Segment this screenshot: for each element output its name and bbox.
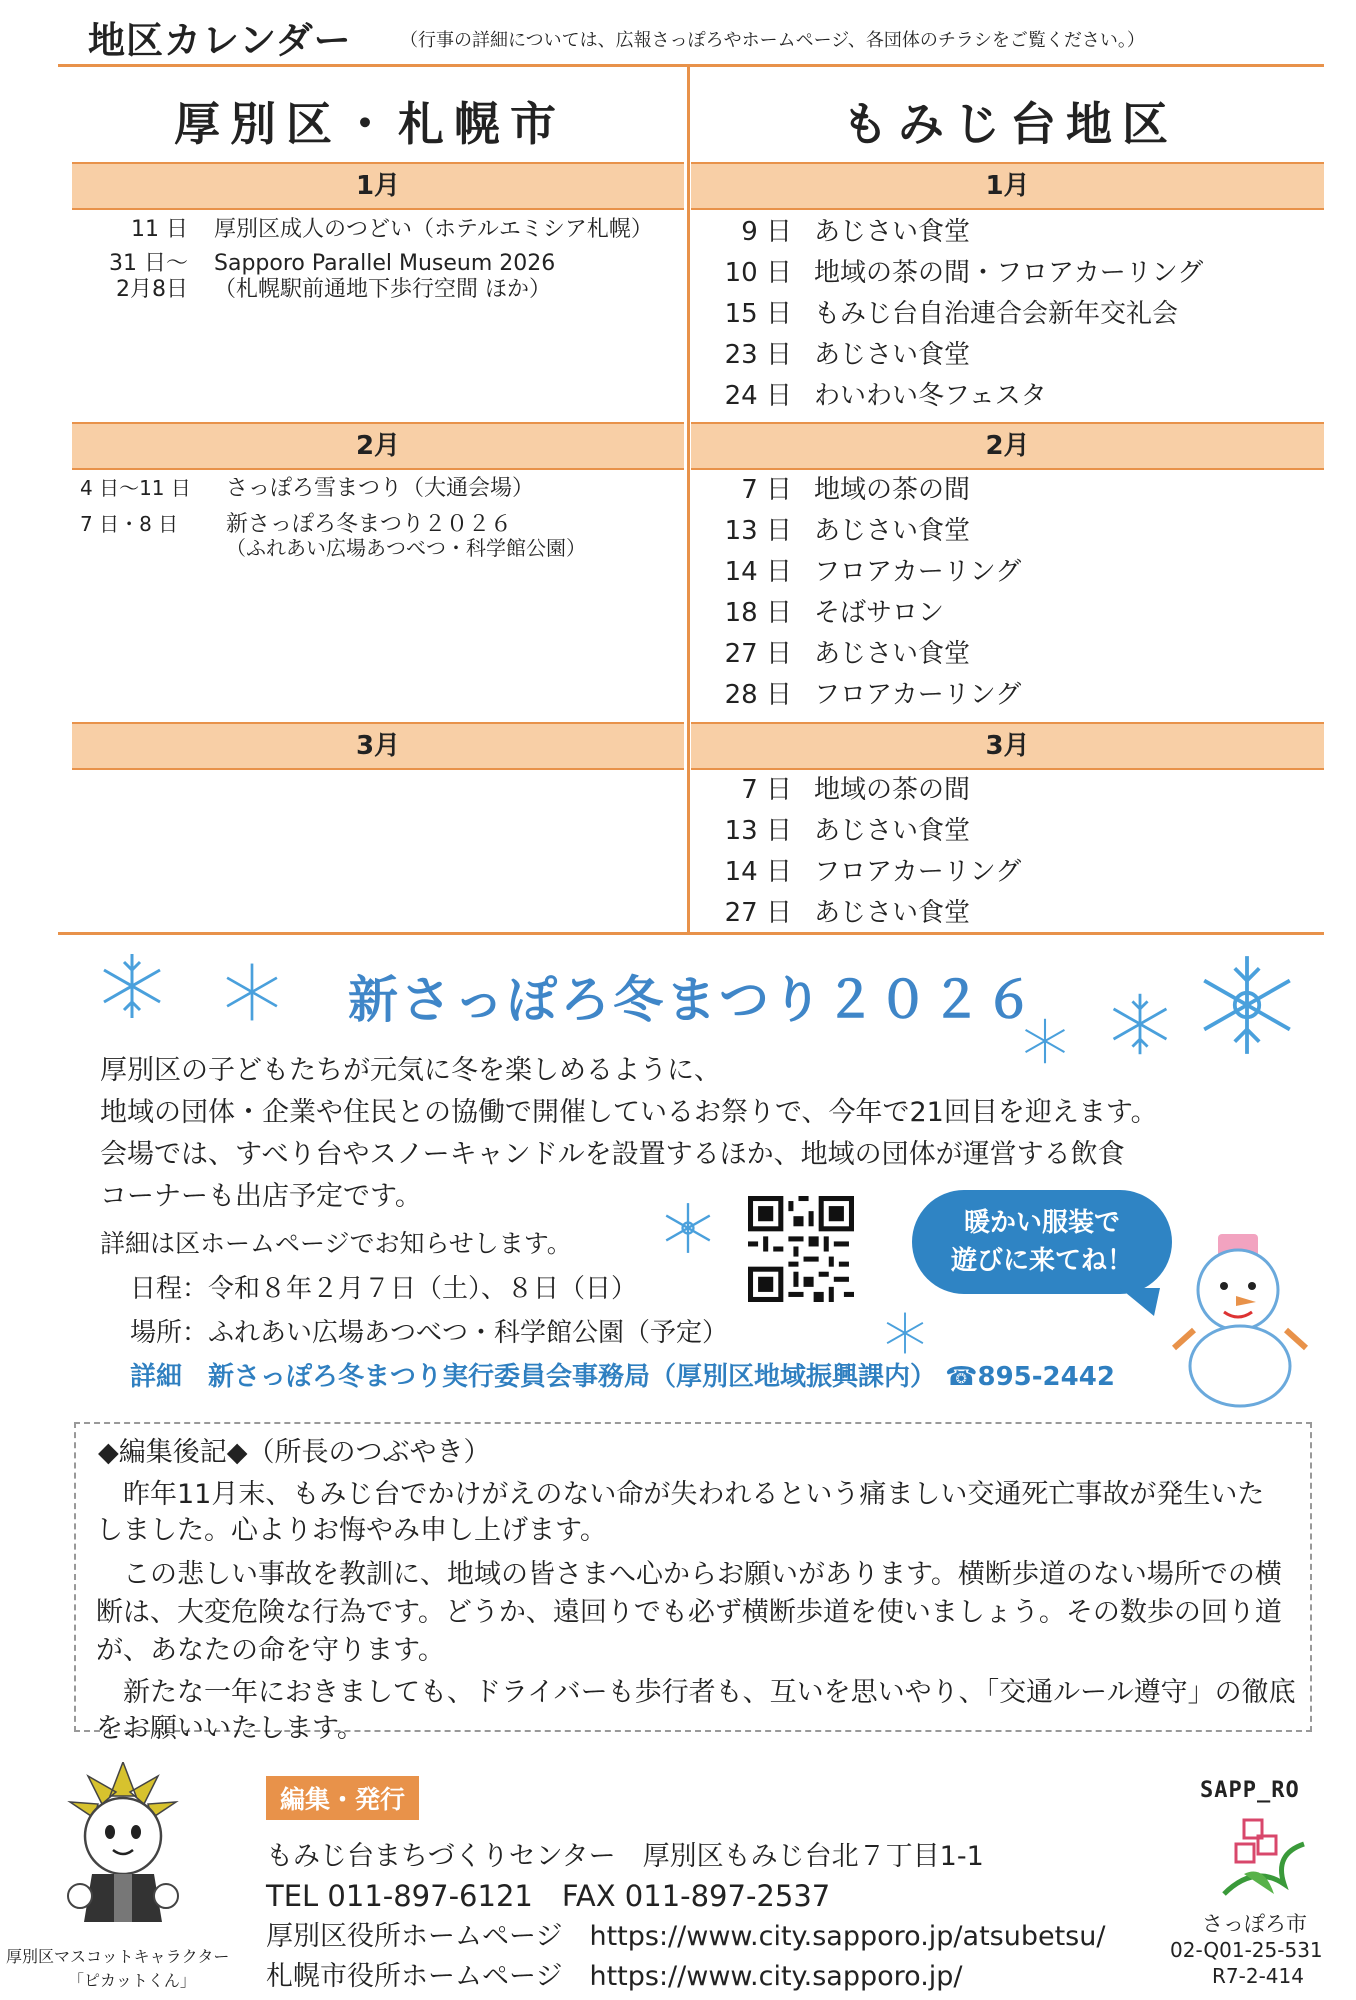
list-item (700, 770, 1021, 811)
column-divider (687, 66, 690, 932)
header-note: （行事の詳細については、広報さっぽろやホームページ、各団体のチラシをご覧ください。） (400, 30, 1145, 51)
event-text: フロアカーリング (814, 857, 1022, 887)
list-item (700, 593, 1021, 634)
event-date: 11 日 (131, 217, 188, 242)
winter-text-line: コーナーも出店予定です。 (100, 1181, 422, 1212)
event-text: あじさい食堂 (814, 898, 971, 928)
list-item (700, 511, 1021, 552)
winter-detail (130, 1356, 1115, 1393)
right-jan-list (700, 212, 1203, 417)
contact-tel-fax: TEL 011-897-6121 FAX 011-897-2537 (266, 1879, 831, 1913)
mascot-caption: 厚別区マスコットキャラクター (6, 1947, 230, 1966)
event-date: 7 日 (741, 775, 792, 805)
editorial-line: しました。心よりお悔やみ申し上げます。 (96, 1515, 607, 1546)
bubble-tail (1120, 1288, 1160, 1318)
event-text: あじさい食堂 (814, 639, 971, 669)
winter-text-line: 詳細は区ホームページでお知らせします。 (100, 1229, 572, 1258)
event-date: 4 日～11 日 (80, 476, 191, 500)
qr-code[interactable] (748, 1196, 854, 1302)
list-item (80, 250, 555, 278)
ward-website-line (266, 1914, 1105, 1953)
document-code-2: R7-2-414 (1212, 1964, 1304, 1988)
editorial-line: が、あなたの命を守ります。 (96, 1635, 445, 1666)
city-site-label: 札幌市役所ホームページ (266, 1961, 563, 1992)
winter-text-line: 会場では、すべり台やスノーキャンドルを設置するほか、地域の団体が運営する飲食 (100, 1139, 1125, 1170)
winter-text-line: 厚別区の子どもたちが元気に冬を楽しめるように、 (100, 1055, 721, 1086)
event-date: 15 日 (724, 299, 792, 329)
list-item (700, 294, 1203, 335)
event-date: 14 日 (724, 557, 792, 587)
event-text: あじさい食堂 (814, 816, 971, 846)
event-text: もみじ台自治連合会新年交礼会 (814, 299, 1179, 329)
event-text: 厚別区成人のつどい（ホテルエミシア札幌） (214, 217, 653, 242)
editorial-heading: ◆編集後記◆（所長のつぶやき） (98, 1437, 491, 1468)
event-date: 13 日 (724, 816, 792, 846)
snowman-illustration (1160, 1230, 1320, 1410)
editorial-line: 新たな一年におきましても、ドライバーも歩行者も、互いを思いやり、「交通ルール遵守」の徹底 (96, 1677, 1296, 1708)
right-feb-list (700, 470, 1021, 716)
event-date: 27 日 (724, 639, 792, 669)
city-website-line (266, 1954, 963, 1993)
editorial-line: この悲しい事故を教訓に、地域の皆さまへ心からお願いがあります。横断歩道のない場所での横 (96, 1559, 1282, 1590)
event-text: Sapporo Parallel Museum 2026 (214, 251, 556, 276)
event-text: わいわい冬フェスタ (814, 381, 1047, 411)
detail-phone: ☎895-2442 (945, 1362, 1115, 1392)
winter-text-line: 地域の団体・企業や住民との協働で開催しているお祭りで、今年で21回目を迎えます。 (100, 1097, 1158, 1128)
event-text: 地域の茶の間 (814, 775, 971, 805)
ward-site-link[interactable]: https://www.city.sapporo.jp/atsubetsu/ (589, 1921, 1106, 1952)
editorial-line: 断は、大変危険な行為です。どうか、遠回りでも必ず横断歩道を使いましょう。その数歩の回り道 (96, 1597, 1282, 1628)
event-date: 2月8日 (116, 277, 188, 302)
event-text: フロアカーリング (814, 557, 1022, 587)
month-bar-left-mar: 3月 (72, 722, 684, 770)
snowflake-icon (220, 960, 284, 1024)
event-text: そばサロン (814, 598, 945, 628)
event-date: 7 日・8 日 (80, 512, 179, 536)
editorial-line: をお願いいたします。 (96, 1713, 364, 1744)
month-bar-right-jan: 1月 (691, 162, 1324, 210)
document-code: 02-Q01-25-531 (1170, 1938, 1323, 1962)
page-title: 地区カレンダー (88, 19, 352, 62)
bubble-line: 暖かい服装で (963, 1208, 1120, 1238)
publisher-label: 編集・発行 (266, 1776, 419, 1820)
detail-text: 新さっぽろ冬まつり実行委員会事務局（厚別区地域振興課内） (208, 1362, 937, 1392)
city-site-link[interactable]: https://www.city.sapporo.jp/ (589, 1961, 963, 1992)
snowflake-icon (1106, 990, 1174, 1058)
list-item (700, 335, 1203, 376)
list-item (700, 634, 1021, 675)
month-bar-right-mar: 3月 (691, 722, 1324, 770)
event-text: あじさい食堂 (814, 217, 971, 247)
event-text: 地域の茶の間 (814, 475, 971, 505)
event-text: 地域の茶の間・フロアカーリング (814, 258, 1204, 288)
month-bar-right-feb: 2月 (691, 422, 1324, 470)
mascot-name: 「ピカットくん」 (68, 1971, 196, 1990)
sapporo-city-emblem-icon (1214, 1814, 1314, 1904)
event-date: 24 日 (724, 381, 792, 411)
winter-venue: 場所：ふれあい広場あつべつ・科学館公園（予定） (130, 1318, 729, 1348)
sapporo-logo-text: SAPP_RO (1200, 1778, 1300, 1803)
event-text: さっぽろ雪まつり（大通会場） (226, 476, 535, 501)
event-date: 10 日 (724, 258, 792, 288)
event-text: （札幌駅前通地下歩行空間 ほか） (214, 277, 551, 302)
center-address: もみじ台まちづくりセンター 厚別区もみじ台北７丁目1-1 (266, 1841, 984, 1872)
event-date: 23 日 (724, 340, 792, 370)
snowflake-icon (660, 1200, 716, 1256)
editorial-line: 昨年11月末、もみじ台でかけがえのない命が失われるという痛ましい交通死亡事故が発生いた (96, 1479, 1265, 1510)
event-date: 7 日 (741, 475, 792, 505)
list-item (700, 376, 1203, 417)
divider-top (58, 64, 1324, 67)
list-item (700, 470, 1021, 511)
list-item (700, 552, 1021, 593)
event-text: 新さっぽろ冬まつり２０２６ (226, 512, 513, 537)
event-date: 18 日 (724, 598, 792, 628)
list-item (700, 253, 1203, 294)
mascot-pikatto-kun-image (58, 1762, 188, 1932)
event-text: あじさい食堂 (814, 340, 971, 370)
right-column-heading: もみじ台地区 (842, 97, 1178, 151)
event-date: 14 日 (724, 857, 792, 887)
bubble-line: 遊びに来てね！ (950, 1246, 1133, 1276)
right-mar-list (700, 770, 1021, 934)
snowflake-icon (1192, 950, 1302, 1060)
winter-schedule: 日程：令和８年２月７日（土）、８日（日） (130, 1274, 638, 1304)
event-date: 28 日 (724, 680, 792, 710)
list-item (80, 474, 534, 503)
list-item (700, 811, 1021, 852)
list-item (700, 675, 1021, 716)
list-item (80, 534, 586, 562)
left-column-heading: 厚別区・札幌市 (174, 97, 566, 151)
list-item (700, 212, 1203, 253)
city-name: さっぽろ市 (1202, 1912, 1307, 1936)
event-date: 9 日 (741, 217, 792, 247)
list-item (80, 276, 551, 304)
event-text: あじさい食堂 (814, 516, 971, 546)
month-bar-left-jan: 1月 (72, 162, 684, 210)
month-bar-left-feb: 2月 (72, 422, 684, 470)
snowflake-icon (882, 1310, 928, 1356)
event-text: フロアカーリング (814, 680, 1022, 710)
list-item (80, 216, 653, 244)
list-item (700, 893, 1021, 934)
event-date: 13 日 (724, 516, 792, 546)
snowflake-icon (96, 950, 168, 1022)
event-date: 31 日～ (109, 251, 188, 276)
list-item (700, 852, 1021, 893)
event-text: （ふれあい広場あつべつ・科学館公園） (226, 536, 586, 560)
ward-site-label: 厚別区役所ホームページ (266, 1921, 563, 1952)
winter-festival-title: 新さっぽろ冬まつり２０２６ (348, 971, 1037, 1029)
divider-bottom (58, 932, 1324, 935)
speech-bubble (912, 1190, 1172, 1294)
detail-label: 詳細 (130, 1362, 183, 1392)
event-date: 27 日 (724, 898, 792, 928)
